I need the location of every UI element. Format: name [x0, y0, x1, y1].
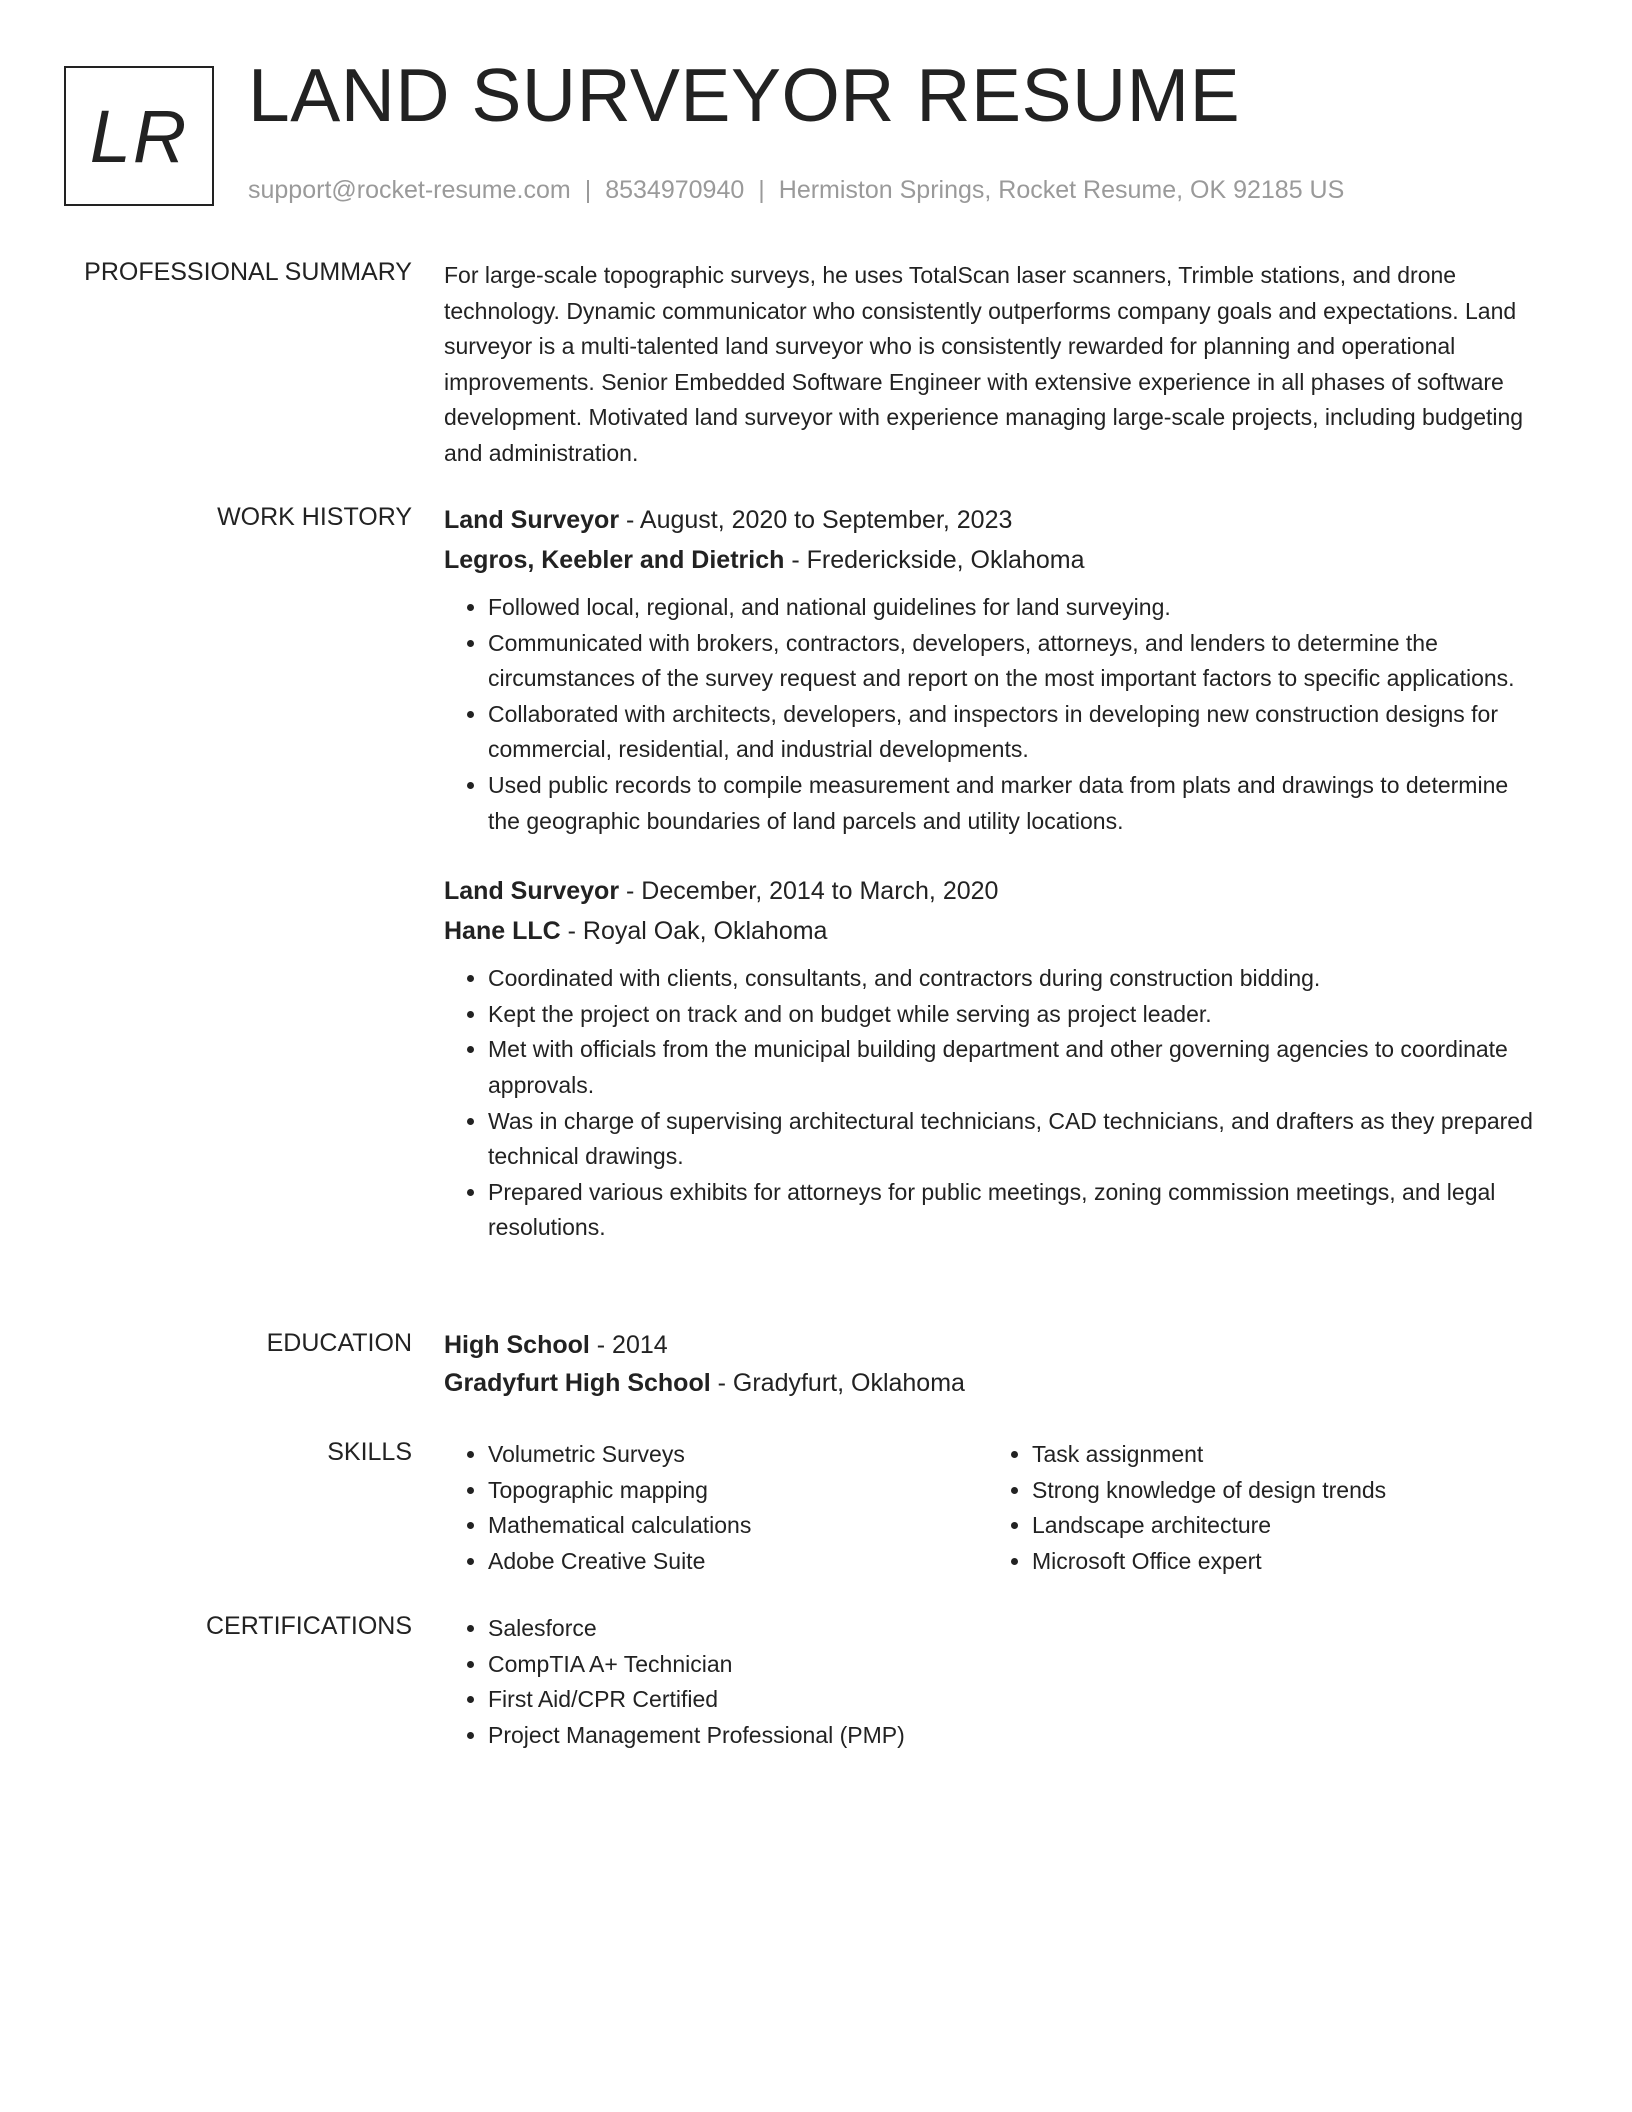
contact-separator: | [584, 176, 592, 204]
skill-item: • Landscape architecture [1032, 1508, 1386, 1544]
skills-column-right [988, 1437, 1386, 1579]
section-heading-work-history: WORK HISTORY [217, 503, 412, 531]
skills-list-right [988, 1437, 1386, 1579]
contact-address: Hermiston Springs, Rocket Resume, OK 92185 US [778, 176, 1345, 204]
skills-list-left [444, 1437, 751, 1579]
section-heading-skills: SKILLS [327, 1438, 412, 1466]
job-bullet: • Used public records to compile measurement and marker data from plats and drawings to determine the geographic boundaries of land parcels and utility locations. [488, 768, 1544, 839]
skill-item: • Strong knowledge of design trends [1032, 1473, 1386, 1509]
resume-title: LAND SURVEYOR RESUME [248, 53, 1241, 137]
education-school: Gradyfurt High School [444, 1369, 711, 1397]
contact-separator: | [758, 176, 765, 204]
certification-item: • CompTIA A+ Technician [488, 1647, 1544, 1683]
job-company-line [444, 540, 1544, 580]
work-history-body [444, 500, 1544, 1246]
contact-phone: 8534970940 [605, 176, 745, 204]
skill-item: • Adobe Creative Suite [488, 1544, 751, 1580]
certification-item: • First Aid/CPR Certified [488, 1682, 1544, 1718]
summary-text: For large-scale topographic surveys, he uses TotalScan laser scanners, Trimble stations, and drone technology. Dynamic communicator who consistently outperforms company goals and expectations. Land surveyor is a multi-talented land surveyor who is consistently rewarded for planning and operational improvements. Senior Embedded Software Engineer with extensive experience in all phases of software development. Motivated land surveyor with experience managing large-scale projects, including budgeting and administration. [444, 262, 1524, 466]
certification-item: • Project Management Professional (PMP) [488, 1718, 1544, 1754]
job-dates: - December, 2014 to March, 2020 [619, 877, 999, 906]
education-body [444, 1326, 1544, 1402]
monogram-text: LR [89, 94, 189, 178]
skill-item: • Microsoft Office expert [1032, 1544, 1386, 1580]
job-company-line [444, 911, 1544, 951]
section-heading-education: EDUCATION [266, 1329, 412, 1357]
certification-item: • Salesforce [488, 1611, 1544, 1647]
job-company: Legros, Keebler and Dietrich [444, 546, 785, 574]
skill-item: • Mathematical calculations [488, 1508, 751, 1544]
monogram-logo [64, 66, 214, 206]
certifications-list [444, 1611, 1544, 1753]
job-bullets [444, 590, 1544, 839]
job-entry [444, 500, 1544, 839]
certifications-body [444, 1611, 1544, 1753]
job-bullet: • Kept the project on track and on budget while serving as project leader. [488, 997, 1544, 1033]
skill-item: • Volumetric Surveys [488, 1437, 751, 1473]
job-location: - Royal Oak, Oklahoma [560, 917, 828, 946]
job-company: Hane LLC [444, 917, 561, 946]
job-entry [444, 871, 1544, 1246]
job-bullet: • Prepared various exhibits for attorneys for public meetings, zoning commission meetings, and legal resolutions. [488, 1175, 1544, 1246]
job-bullet: • Collaborated with architects, developers, and inspectors in developing new construction designs for commercial, residential, and industrial developments. [488, 697, 1544, 768]
job-title: Land Surveyor [444, 877, 620, 906]
skill-item: • Task assignment [1032, 1437, 1386, 1473]
skill-item: • Topographic mapping [488, 1473, 751, 1509]
education-school-line [444, 1364, 1544, 1402]
job-bullet: • Met with officials from the municipal building department and other governing agencies to coordinate approvals. [488, 1032, 1544, 1103]
section-heading-certifications: CERTIFICATIONS [205, 1612, 412, 1640]
summary-body [444, 258, 1544, 472]
job-title: Land Surveyor [444, 506, 620, 534]
job-bullet: • Communicated with brokers, contractors, developers, attorneys, and lenders to determine the circumstances of the survey request and report on the most important factors to specific applications. [488, 626, 1544, 697]
job-dates: - August, 2020 to September, 2023 [619, 506, 1013, 534]
education-degree-line [444, 1326, 1544, 1364]
job-location: - Frederickside, Oklahoma [784, 546, 1085, 574]
skills-column-left [444, 1437, 751, 1579]
job-title-line [444, 500, 1544, 540]
job-bullet: • Followed local, regional, and national guidelines for land surveying. [488, 590, 1544, 626]
education-degree: High School [444, 1331, 590, 1359]
education-location: - Gradyfurt, Oklahoma [710, 1369, 965, 1397]
job-bullet: • Coordinated with clients, consultants, and contractors during construction bidding. [488, 961, 1544, 997]
contact-line [248, 176, 1344, 205]
job-bullet: • Was in charge of supervising architectural technicians, CAD technicians, and drafters as they prepared technical drawings. [488, 1104, 1544, 1175]
section-heading-summary: PROFESSIONAL SUMMARY [84, 258, 412, 286]
education-year: - 2014 [589, 1331, 668, 1359]
contact-email: support@rocket-resume.com [248, 176, 571, 204]
job-title-line [444, 871, 1544, 911]
job-bullets [444, 961, 1544, 1246]
